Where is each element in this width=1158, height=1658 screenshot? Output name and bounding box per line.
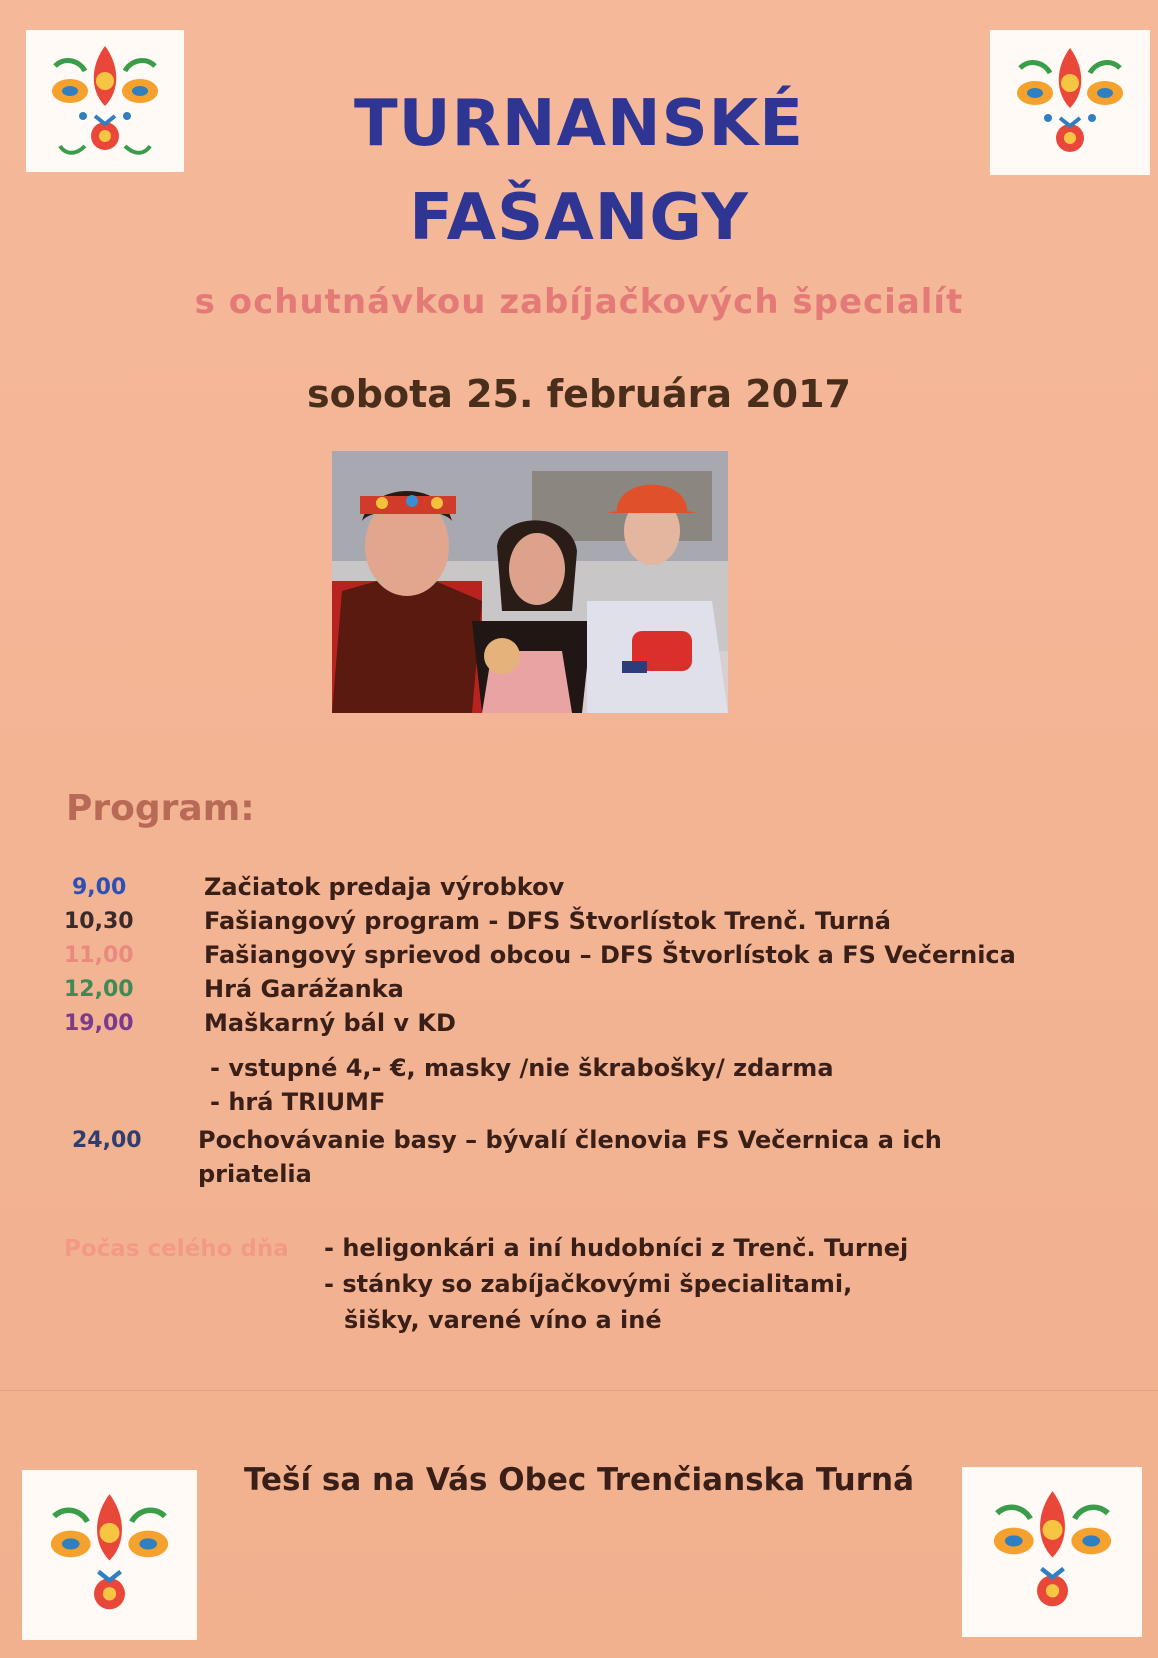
schedule-item: Začiatok predaja výrobkov — [204, 873, 565, 901]
event-date: sobota 25. februára 2017 — [307, 372, 851, 416]
schedule-time: 10,30 — [64, 909, 134, 934]
program-heading: Program: — [66, 788, 255, 829]
schedule-item: Maškarný bál v KD — [204, 1009, 456, 1037]
scan-line — [0, 1390, 1158, 1391]
ball-detail: - hrá TRIUMF — [210, 1088, 386, 1116]
schedule-time: 24,00 — [72, 1128, 142, 1153]
schedule-item: Pochovávanie basy – bývalí členovia FS Večernica a ich — [198, 1126, 942, 1154]
event-photo — [332, 451, 728, 713]
title-line-1: TURNANSKÉ — [354, 87, 804, 161]
schedule-item: Fašiangový program - DFS Štvorlístok Trenč. Turná — [204, 907, 891, 935]
schedule-item: Fašiangový sprievod obcou – DFS Štvorlístok a FS Večernica — [204, 941, 1016, 969]
schedule-time: 12,00 — [64, 977, 134, 1002]
schedule-item-continuation: priatelia — [198, 1160, 312, 1188]
allday-label: Počas celého dňa — [64, 1236, 289, 1262]
footer-greeting: Teší sa na Vás Obec Trenčianska Turná — [243, 1462, 915, 1498]
schedule-time: 11,00 — [64, 943, 134, 968]
allday-item: - stánky so zabíjačkovými špecialitami, — [324, 1270, 853, 1298]
schedule-time: 19,00 — [64, 1011, 134, 1036]
schedule-time: 9,00 — [72, 875, 127, 900]
allday-item: šišky, varené víno a iné — [344, 1306, 662, 1334]
subtitle: s ochutnávkou zabíjačkových špecialít — [194, 282, 964, 322]
title-line-2: FAŠANGY — [409, 181, 749, 255]
ball-detail: - vstupné 4,- €, masky /nie škrabošky/ zdarma — [210, 1054, 834, 1082]
schedule-item: Hrá Garážanka — [204, 975, 404, 1003]
allday-item: - heligonkári a iní hudobníci z Trenč. Turnej — [324, 1234, 909, 1262]
